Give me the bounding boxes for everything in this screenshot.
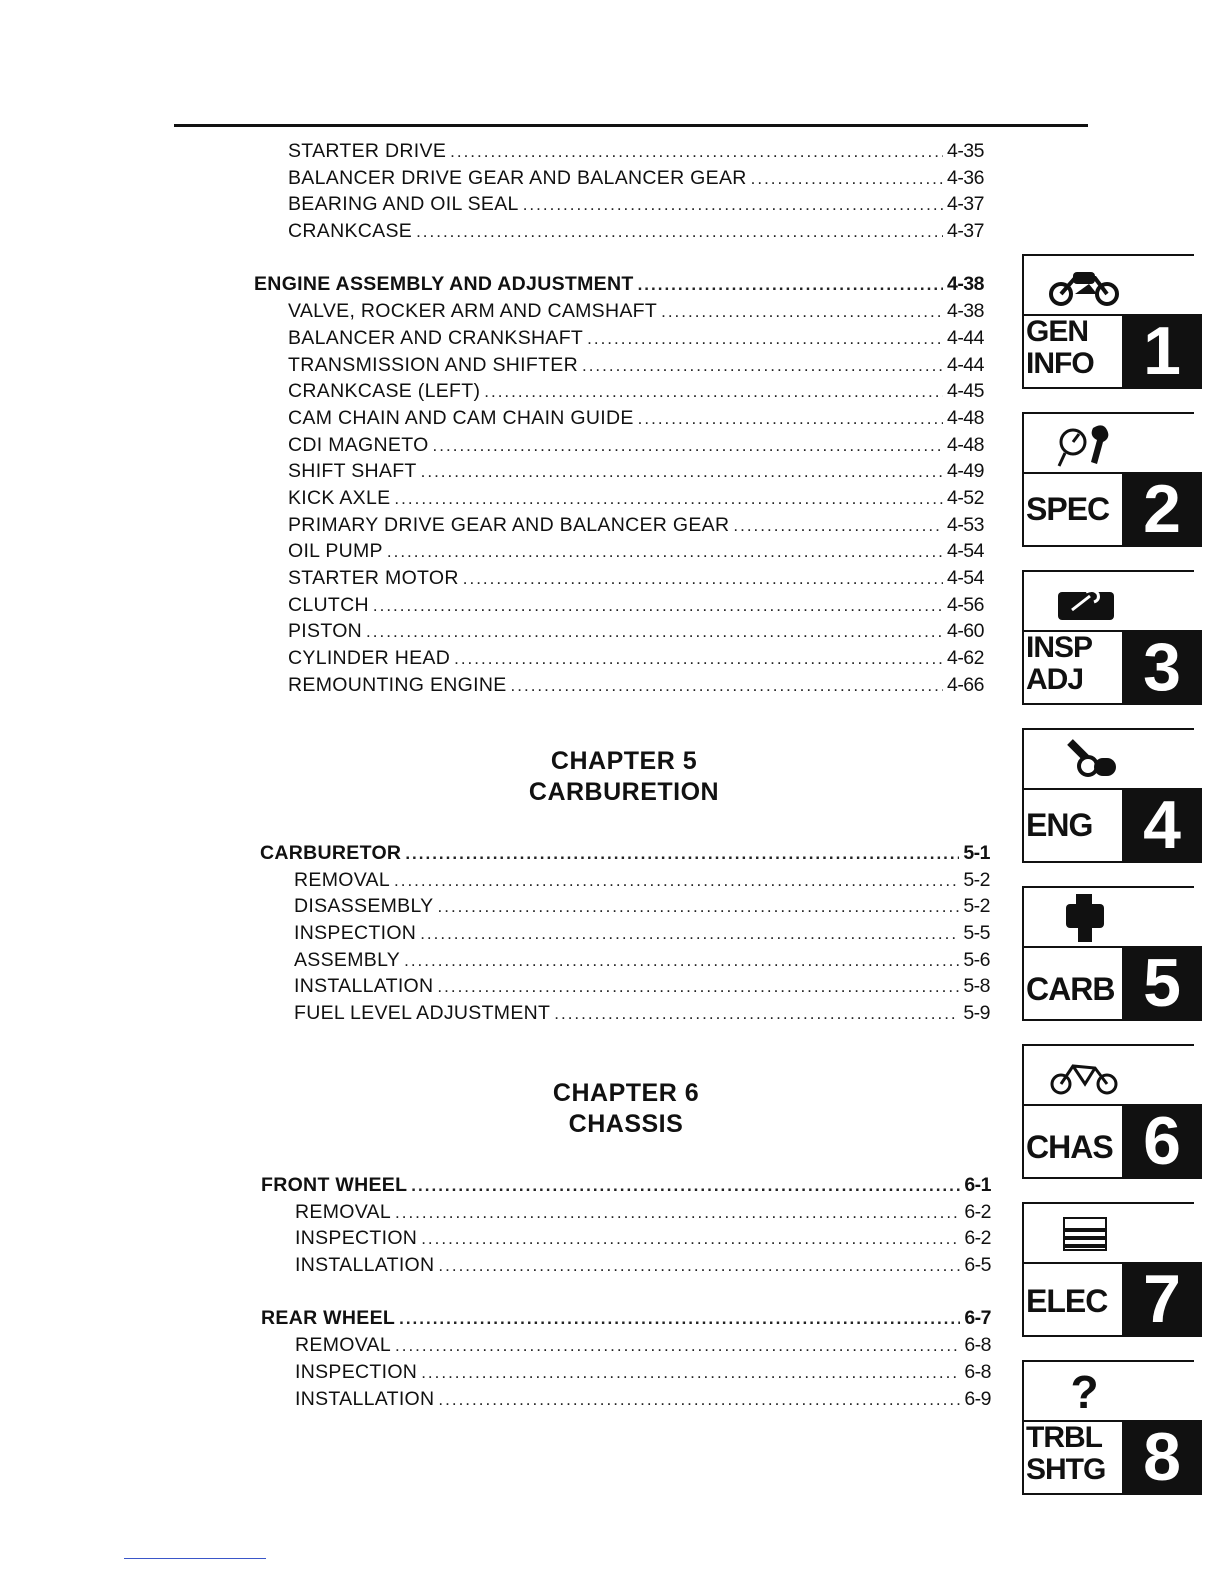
toc-entry-page: 4-49 [946, 460, 984, 483]
header-rule [174, 124, 1088, 127]
toc-section-entry [261, 1174, 991, 1201]
toc-entry-page: 4-44 [946, 326, 984, 349]
toc-entry-title: CDI MAGNETO [288, 433, 429, 456]
toc-entry-title: CAM CHAIN AND CAM CHAIN GUIDE [288, 406, 634, 429]
battery-icon [1022, 1206, 1147, 1262]
toc-entry-title: INSTALLATION [295, 1254, 435, 1277]
toc-dot-leader [582, 356, 943, 376]
toc-dot-leader [433, 436, 943, 456]
toc-entry-page: 4-45 [946, 380, 984, 403]
toc-entry-page: 4-52 [946, 486, 984, 509]
toc-entry-page: 6-8 [964, 1334, 991, 1357]
toc-dot-leader [405, 844, 959, 864]
toc-dot-leader [420, 924, 959, 944]
toc-entry [261, 1388, 991, 1415]
toc-entry-title: PRIMARY DRIVE GEAR AND BALANCER GEAR [288, 513, 730, 536]
toc-entry [254, 354, 984, 381]
toc-entry-title: KICK AXLE [288, 486, 391, 509]
toc-entry-page: 4-54 [946, 540, 984, 563]
toc-entry [254, 327, 984, 354]
toc-entry-page: 5-5 [963, 922, 990, 945]
toc-dot-leader [587, 329, 943, 349]
tab-carb-number: 5 [1122, 946, 1202, 1021]
toc-entry [260, 922, 990, 949]
tab-insp-adj-number: 3 [1122, 630, 1202, 705]
tab-elec[interactable] [1022, 1202, 1194, 1337]
toc-entry-page: 6-2 [964, 1227, 991, 1250]
tab-chas-label-1: CHAS [1026, 1129, 1113, 1165]
toc-entry-page: 4-38 [946, 300, 984, 323]
toc-dot-leader [421, 1363, 960, 1383]
toc-entry-title: CLUTCH [288, 593, 369, 616]
toc-entry-title: INSPECTION [295, 1227, 418, 1250]
toc-entry [254, 487, 984, 514]
toc-entry [260, 949, 990, 976]
toc-dot-leader [411, 1176, 960, 1196]
toc-entry-page: 5-2 [963, 868, 990, 891]
toc-entry-title: ASSEMBLY [294, 948, 401, 971]
toc-dot-leader [438, 897, 960, 917]
toc-entry [254, 407, 984, 434]
toc-entry-page: 6-7 [964, 1307, 991, 1330]
toc-entry [261, 1227, 991, 1254]
toc-entry-page: 4-38 [946, 273, 984, 296]
toc-section-entry [261, 1307, 991, 1334]
toc-entry [260, 869, 990, 896]
toc-entry [254, 434, 984, 461]
toc-entry-title: INSPECTION [294, 922, 417, 945]
toc-entry [261, 1254, 991, 1281]
tab-eng-number: 4 [1122, 788, 1202, 863]
tab-carb[interactable] [1022, 886, 1194, 1021]
toc-entry [254, 300, 984, 327]
toc-entry [261, 1334, 991, 1361]
toc-entry [254, 514, 984, 541]
toc-dot-leader [450, 142, 943, 162]
toc-entry-title: INSTALLATION [295, 1387, 435, 1410]
toc-dot-leader [437, 977, 959, 997]
footer-rule [124, 1558, 266, 1559]
toc-entry-title: STARTER MOTOR [288, 567, 459, 589]
toc-entry-title: REMOVAL [295, 1334, 392, 1357]
toc-entry-page: 4-66 [946, 673, 984, 696]
tab-trbl-shtg[interactable] [1022, 1360, 1194, 1495]
toc-entry-page: 4-36 [946, 166, 984, 189]
toc-entry-page: 4-35 [946, 140, 984, 162]
chapter-6-number: CHAPTER 6 [552, 1079, 700, 1107]
toc-entry-title: REAR WHEEL [261, 1307, 396, 1330]
toc-dot-leader [421, 462, 943, 482]
tab-chas[interactable] [1022, 1044, 1194, 1179]
toc-dot-leader [438, 1390, 960, 1410]
toc-entry [254, 647, 984, 674]
toc-entry-page: 4-37 [946, 220, 984, 243]
toc-entry-page: 6-1 [964, 1174, 991, 1196]
toc-entry-title: BALANCER DRIVE GEAR AND BALANCER GEAR [288, 166, 747, 189]
toc-dot-leader [638, 409, 943, 429]
toc-entry-page: 5-2 [963, 895, 990, 918]
tab-chas-number: 6 [1122, 1104, 1202, 1179]
toc-entry-page: 5-6 [963, 948, 990, 971]
toc-entry-title: PISTON [288, 620, 363, 643]
tab-insp-adj-label-1: INSP [1026, 631, 1093, 664]
piston-icon [1022, 732, 1147, 788]
toc-entry-title: CARBURETOR [260, 842, 402, 864]
motorcycle-icon [1022, 258, 1147, 314]
toc-entry [260, 975, 990, 1002]
toc-entry-title: CRANKCASE [288, 220, 413, 243]
chapter-5-number: CHAPTER 5 [550, 747, 698, 775]
chapter-5-heading [474, 746, 774, 808]
toc-entry [254, 167, 984, 194]
toc-entry-page: 4-53 [946, 513, 984, 536]
toc-dot-leader [394, 871, 959, 891]
toc-entry-title: REMOVAL [294, 868, 391, 891]
toc-entry-page: 5-8 [963, 975, 990, 998]
toc-dot-leader [463, 569, 943, 589]
tab-gen-info-number: 1 [1122, 314, 1202, 389]
toc-entry [260, 1002, 990, 1029]
toc-dot-leader [454, 649, 943, 669]
tab-trbl-shtg-label-2: SHTG [1026, 1453, 1106, 1486]
tab-trbl-shtg-number: 8 [1122, 1420, 1202, 1495]
toc-entry-title: VALVE, ROCKER ARM AND CAMSHAFT [288, 300, 658, 323]
toc-block-chassis [261, 1174, 991, 1414]
toc-entry-title: OIL PUMP [288, 540, 383, 563]
toc-entry [254, 140, 984, 167]
toc-entry-title: BEARING AND OIL SEAL [288, 193, 519, 216]
toc-dot-leader [421, 1229, 960, 1249]
toc-entry [254, 540, 984, 567]
tab-gen-info-label-1: GEN [1026, 315, 1089, 348]
toc-entry [254, 567, 984, 594]
tab-elec-label-1: ELEC [1026, 1283, 1108, 1319]
tab-gen-info-label-2: INFO [1026, 347, 1094, 380]
gauge-wrench-icon [1022, 416, 1147, 472]
tab-spec[interactable] [1022, 412, 1194, 547]
toc-entry-title: ENGINE ASSEMBLY AND ADJUSTMENT [254, 273, 634, 296]
toc-dot-leader [395, 1203, 960, 1223]
toc-entry-title: REMOUNTING ENGINE [288, 673, 507, 696]
toc-entry-page: 6-2 [964, 1200, 991, 1223]
toc-entry-title: FRONT WHEEL [261, 1174, 408, 1196]
toc-entry [261, 1361, 991, 1388]
toc-entry [254, 594, 984, 621]
tab-eng[interactable] [1022, 728, 1194, 863]
toc-entry-page: 4-62 [946, 647, 984, 670]
toc-dot-leader [416, 222, 943, 242]
toc-entry-title: CRANKCASE (LEFT) [288, 380, 481, 403]
toc-entry-title: INSPECTION [295, 1360, 418, 1383]
toc-entry-title: BALANCER AND CRANKSHAFT [288, 326, 584, 349]
toc-entry-page: 4-54 [946, 567, 984, 589]
toc-dot-leader [523, 195, 943, 215]
toc-dot-leader [733, 516, 943, 536]
chapter-6-title: CHASSIS [568, 1110, 684, 1138]
toc-entry [254, 220, 984, 247]
chapter-5-title: CARBURETION [528, 778, 720, 806]
toc-entry [254, 460, 984, 487]
toc-entry-page: 4-37 [946, 193, 984, 216]
toc-dot-leader [438, 1256, 960, 1276]
toc-entry-page: 4-48 [946, 433, 984, 456]
toc-entry-title: CYLINDER HEAD [288, 647, 451, 670]
tab-elec-number: 7 [1122, 1262, 1202, 1337]
chapter-6-heading [476, 1078, 776, 1140]
toc-dot-leader [638, 275, 943, 295]
toc-entry-title: INSTALLATION [294, 975, 434, 998]
toc-entry [254, 620, 984, 647]
toc-dot-leader [373, 596, 943, 616]
toc-entry-page: 6-9 [964, 1387, 991, 1410]
toc-entry-page: 6-5 [964, 1254, 991, 1277]
toc-dot-leader [366, 622, 943, 642]
toc-section-entry [260, 842, 990, 869]
toc-entry-page: 5-9 [963, 1002, 990, 1025]
toc-entry [254, 674, 984, 701]
bicycle-frame-icon [1022, 1048, 1147, 1104]
toc-dot-leader [511, 676, 943, 696]
toc-entry-page: 5-1 [963, 842, 990, 864]
toc-entry [254, 380, 984, 407]
tab-eng-label-1: ENG [1026, 807, 1093, 843]
toc-section-entry [254, 273, 984, 300]
toc-dot-leader [751, 169, 943, 189]
toc-entry [260, 895, 990, 922]
toc-block-carburetion [260, 842, 990, 1029]
tab-carb-label-1: CARB [1026, 971, 1115, 1007]
toc-entry-page: 6-8 [964, 1360, 991, 1383]
carburetor-icon [1022, 890, 1147, 946]
toc-block-engine [254, 140, 984, 700]
tab-trbl-shtg-label-1: TRBL [1026, 1421, 1102, 1454]
toc-dot-leader [395, 1336, 960, 1356]
toc-dot-leader [404, 951, 959, 971]
tab-spec-label-1: SPEC [1026, 491, 1110, 527]
tab-gen-info[interactable] [1022, 254, 1194, 389]
toc-entry [261, 1201, 991, 1228]
toc-entry-page: 4-48 [946, 406, 984, 429]
toc-entry-title: STARTER DRIVE [288, 140, 447, 162]
toc-entry-title: FUEL LEVEL ADJUSTMENT [294, 1002, 551, 1025]
toc-entry-title: TRANSMISSION AND SHIFTER [288, 353, 578, 376]
toc-dot-leader [484, 382, 943, 402]
toc-entry [254, 193, 984, 220]
toc-entry-page: 4-60 [946, 620, 984, 643]
toc-entry-title: REMOVAL [295, 1200, 392, 1223]
question-icon: ? [1070, 1366, 1099, 1418]
tab-insp-adj-label-2: ADJ [1026, 663, 1084, 696]
toc-dot-leader [399, 1309, 960, 1329]
tab-spec-number: 2 [1122, 472, 1202, 547]
tool-kit-icon [1022, 574, 1147, 630]
toc-entry-title: DISASSEMBLY [294, 895, 434, 918]
toc-entry-page: 4-56 [946, 593, 984, 616]
toc-entry-page: 4-44 [946, 353, 984, 376]
toc-dot-leader [554, 1004, 959, 1024]
toc-entry-title: SHIFT SHAFT [288, 460, 417, 483]
tab-insp-adj[interactable] [1022, 570, 1194, 705]
toc-dot-leader [387, 542, 943, 562]
toc-dot-leader [661, 302, 943, 322]
toc-dot-leader [394, 489, 943, 509]
